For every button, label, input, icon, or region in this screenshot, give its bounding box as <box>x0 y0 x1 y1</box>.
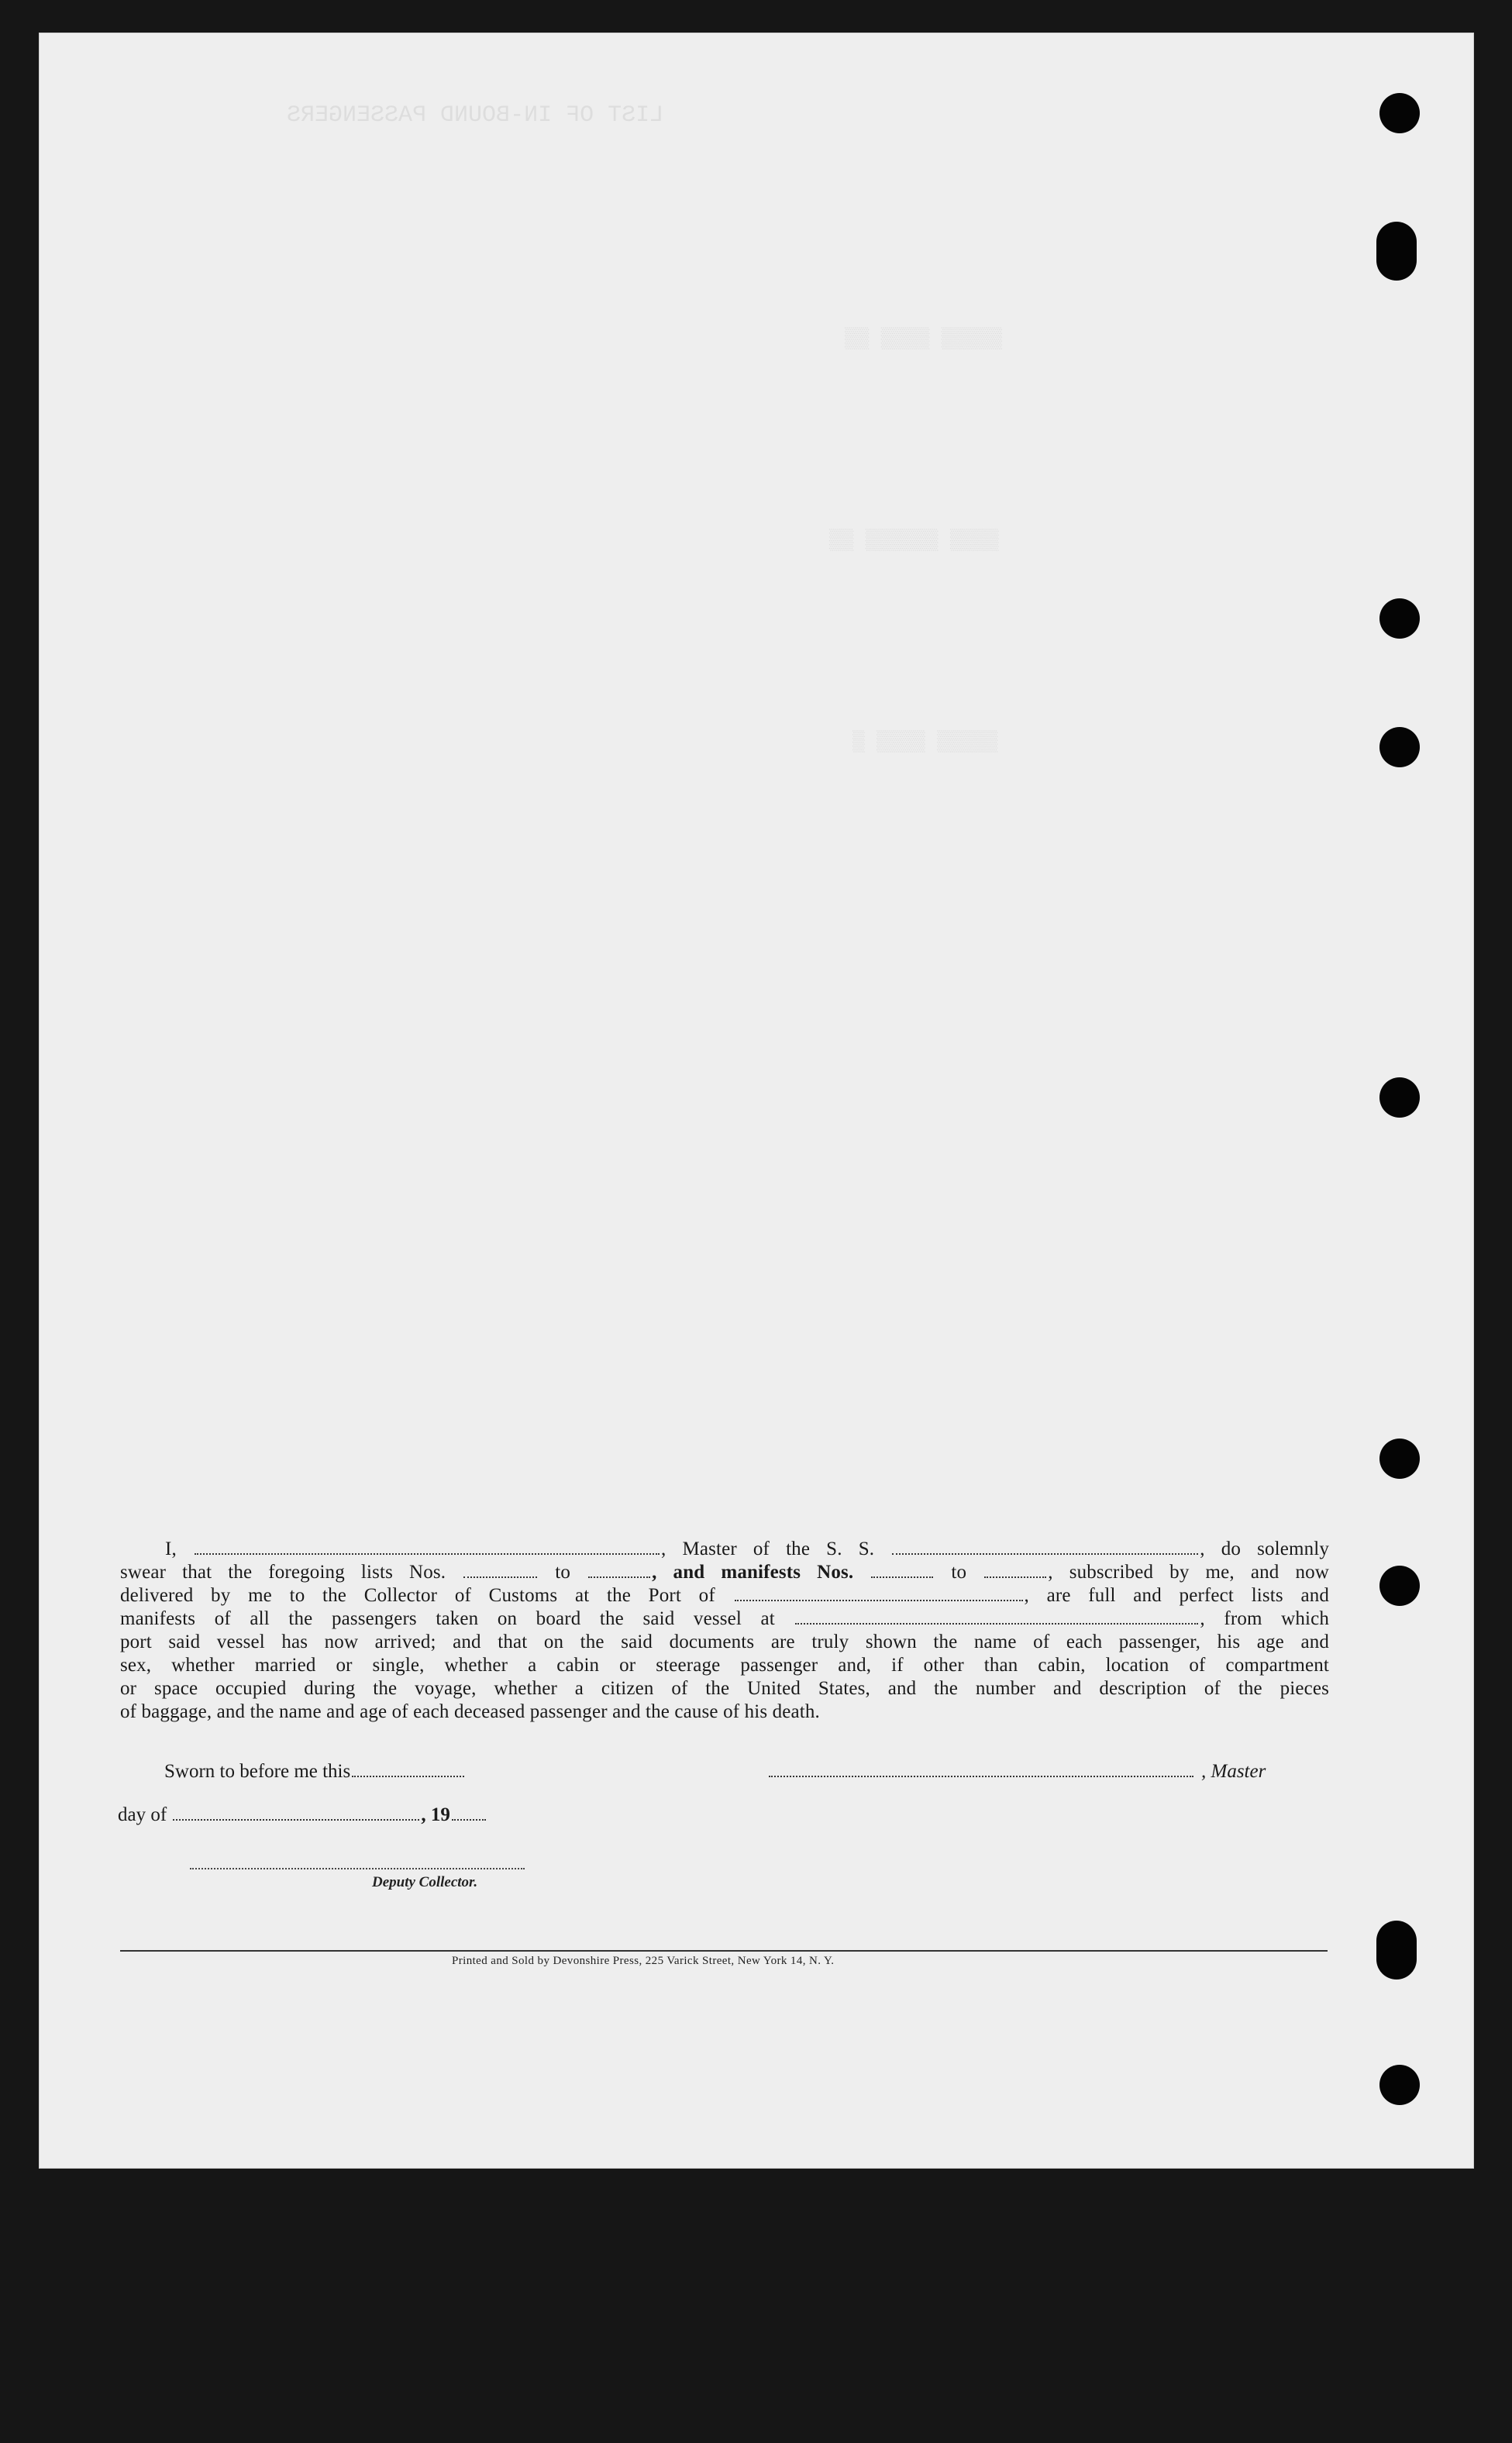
oath-line: or space occupied during the voyage, whether a citizen of the United States, and the number and description of the pieces <box>120 1678 1329 1699</box>
blank-master-signature <box>769 1775 1193 1777</box>
punch-hole <box>1379 598 1420 639</box>
oath-line <box>120 1538 1329 1561</box>
master-label: , Master <box>1201 1761 1266 1782</box>
oath-text: to <box>555 1562 571 1583</box>
bleed-through-text: ▒▒▒▒▒ ▒▒▒▒ ▒▒ <box>845 327 1002 350</box>
punch-hole <box>1379 1439 1420 1479</box>
oath-text: delivered by me to the Collector of Customs at the Port of <box>120 1585 715 1606</box>
blank-port-of-arrival <box>735 1599 1023 1601</box>
oath-line: port said vessel has now arrived; and that on the said documents are truly shown the name of each passenger, his age and <box>120 1632 1329 1652</box>
blank-list-to <box>588 1576 650 1578</box>
deputy-collector-label: Deputy Collector. <box>372 1874 478 1890</box>
manifest-page <box>39 33 1474 2169</box>
bleed-through-text: LIST OF IN-BOUND PASSENGERS <box>287 102 664 129</box>
oath-text: , from which <box>1200 1608 1330 1629</box>
punch-hole <box>1379 2065 1420 2105</box>
oath-line <box>120 1561 1329 1584</box>
bleed-through-text: ▒▒▒▒ ▒▒▒▒▒▒ ▒▒ <box>829 529 999 552</box>
oath-line: of baggage, and the name and age of each deceased passenger and the cause of his death. <box>120 1701 820 1722</box>
oath-paragraph <box>120 1538 1329 1724</box>
blank-sworn-day <box>352 1775 464 1777</box>
oath-text: to <box>951 1562 967 1583</box>
oath-text: I, <box>165 1539 177 1559</box>
master-signature-line <box>767 1761 1266 1783</box>
blank-ship-name <box>892 1552 1198 1555</box>
oath-line <box>120 1607 1329 1631</box>
oath-text: swear that the foregoing lists Nos. <box>120 1562 446 1583</box>
blank-year <box>452 1818 486 1821</box>
deputy-signature-line <box>190 1868 525 1869</box>
blank-list-from <box>463 1576 537 1578</box>
day-of-line <box>118 1804 487 1826</box>
printer-credit: Printed and Sold by Devonshire Press, 225 Varick Street, New York 14, N. Y. <box>452 1955 835 1967</box>
blank-month <box>173 1818 419 1821</box>
footer-rule <box>120 1950 1328 1952</box>
oath-line <box>120 1584 1329 1607</box>
oath-text: manifests of all the passengers taken on board the said vessel at <box>120 1608 775 1629</box>
oath-line: sex, whether married or single, whether a cabin or steerage passenger and, if other than cabin, location of compartment <box>120 1655 1329 1676</box>
punch-hole <box>1376 1921 1417 1980</box>
punch-hole <box>1376 222 1417 281</box>
punch-hole <box>1379 1077 1420 1118</box>
oath-text: , Master of the S. S. <box>660 1539 875 1559</box>
blank-manifest-from <box>871 1576 933 1578</box>
punch-hole <box>1379 1566 1420 1606</box>
sworn-before-line <box>164 1761 466 1783</box>
blank-port-of-departure <box>795 1622 1198 1625</box>
blank-master-name <box>195 1552 660 1555</box>
oath-text: , and manifests Nos. <box>652 1562 854 1583</box>
sworn-label: Sworn to before me this <box>164 1761 351 1782</box>
blank-manifest-to <box>984 1576 1046 1578</box>
punch-hole <box>1379 93 1420 133</box>
bleed-through-text: ▒▒▒▒▒ ▒▒▒▒ ▒ <box>852 730 998 753</box>
oath-text: , are full and perfect lists and <box>1024 1585 1329 1606</box>
oath-text: , subscribed by me, and now <box>1048 1562 1329 1583</box>
year-prefix: , 19 <box>421 1804 450 1825</box>
day-of-label: day of <box>118 1804 167 1825</box>
oath-text: , do solemnly <box>1200 1539 1329 1559</box>
punch-hole <box>1379 727 1420 767</box>
